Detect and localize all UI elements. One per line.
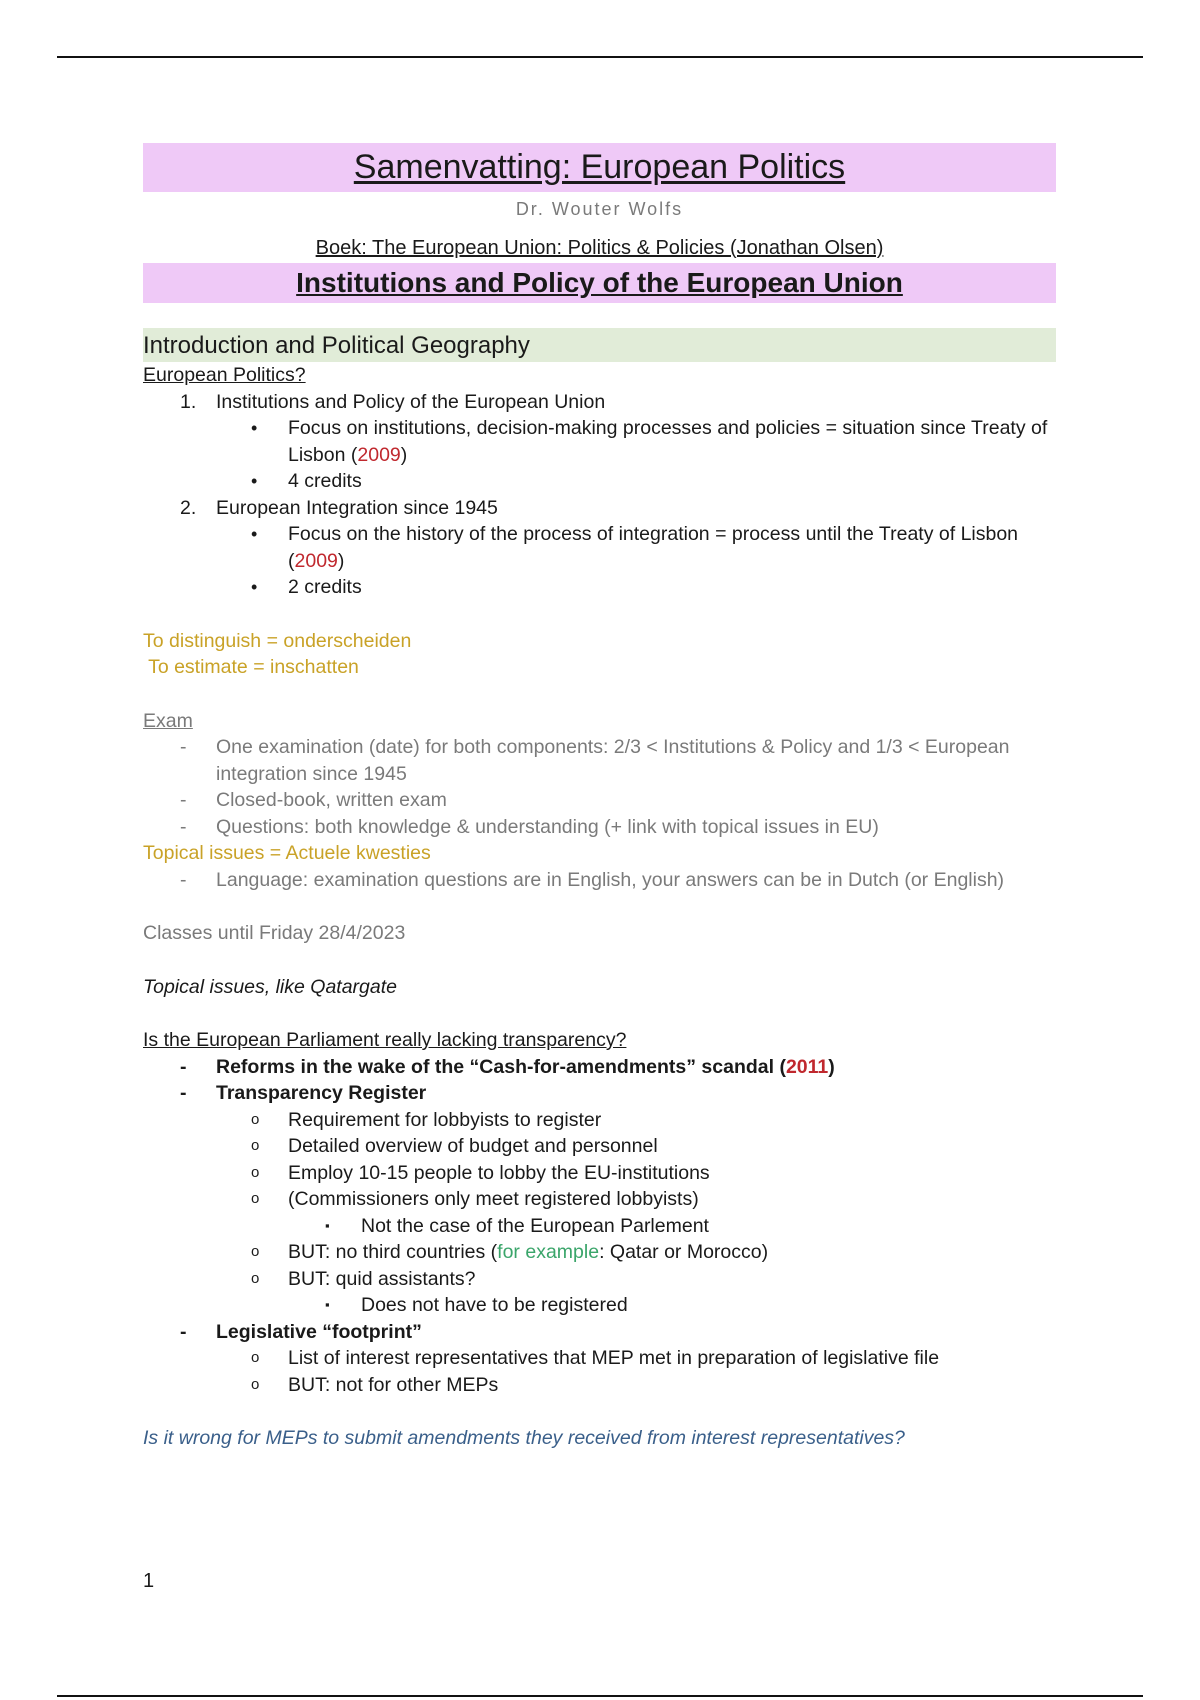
dash-marker: - [180,1055,187,1078]
list-item-text: (Commissioners only meet registered lobbyists) [288,1188,699,1210]
bullet-marker: • [251,418,258,438]
square-marker: ▪ [325,1297,330,1312]
list-item-text: Not the case of the European Parlement [361,1214,709,1237]
list-number: 2. [180,496,197,519]
list-item [143,468,1056,495]
list-item [143,574,1056,601]
section-band [143,328,1056,362]
circle-marker: o [251,1163,260,1181]
list-item-text: 2 credits [288,576,362,598]
list-item [143,1213,1056,1240]
dash-marker: - [180,1082,187,1104]
list-item-text: List of interest representatives that MEP met in preparation of legislative file [288,1347,940,1369]
classes-note: Classes until Friday 28/4/2023 [143,922,406,944]
section-heading: Introduction and Political Geography [143,332,530,359]
list-item [143,1080,1056,1107]
circle-marker: o [251,1137,260,1154]
bullet-marker: • [251,524,258,544]
list-item [143,814,1056,841]
paren-close: ) [828,1055,835,1078]
list-item [143,1107,1056,1134]
example-highlight: for example [497,1241,600,1263]
top-rule [57,56,1143,58]
book-reference: Boek: The European Union: Politics & Policies (Jonathan Olsen) [315,237,884,259]
list-item [143,389,1056,416]
vocab-note: Topical issues = Actuele kwesties [143,842,431,864]
list-item [143,1319,1056,1346]
list-item [143,1133,1056,1160]
list-item [143,734,1056,787]
list-item [143,1186,1056,1213]
list-item [143,1160,1056,1187]
page-title: Samenvatting: European Politics [353,148,846,186]
list-item [143,415,1056,468]
page-number: 1 [143,1570,155,1592]
subtitle-band [143,263,1056,303]
list-item [143,1266,1056,1293]
list-item-text: Closed-book, written exam [216,789,447,811]
circle-marker: o [251,1110,260,1128]
dash-marker: - [180,736,187,758]
exam-heading: Exam [143,709,193,732]
author: Dr. Wouter Wolfs [515,199,684,219]
list-item [143,1054,1056,1081]
list-item-text: Employ 10-15 people to lobby the EU-institutions [288,1161,710,1184]
topical-note: Topical issues, like Qatargate [143,975,397,998]
closing-question: Is it wrong for MEPs to submit amendments they received from interest representatives? [143,1427,905,1449]
circle-marker: o [251,1375,260,1393]
course-subtitle: Institutions and Policy of the European Union [296,267,903,298]
circle-marker: o [251,1269,260,1287]
list-number: 1. [180,390,197,413]
list-item-label: Institutions and Policy of the European Union [216,390,606,413]
dash-marker: - [180,815,187,838]
list-item-text: Reforms in the wake of the “Cash-for-amendments” scandal ( [216,1055,786,1078]
year-highlight: 2009 [357,443,401,466]
list-item-text: Detailed overview of budget and personnel [288,1135,658,1157]
list-item-text: Does not have to be registered [361,1294,628,1316]
circle-marker: o [251,1190,260,1207]
list-item [143,1292,1056,1319]
list-item-text: Focus on institutions, decision-making processes and policies = situation since Treaty of Lisbon ( [288,417,1048,466]
list-item-text: One examination (date) for both components: 2/3 < Institutions & Policy and 1/3 < European integration since 1945 [216,736,1010,785]
list-item-text: 4 credits [288,470,362,492]
paren-close: ) [337,549,345,572]
list-item-text: Legislative “footprint” [216,1320,422,1343]
square-marker: ▪ [325,1217,330,1233]
list-item [143,1345,1056,1372]
list-item [143,787,1056,814]
circle-marker: o [251,1243,260,1260]
list-item-text: Questions: both knowledge & understanding (+ link with topical issues in EU) [216,815,879,838]
document-body [143,143,1056,1452]
dash-marker: - [180,789,187,811]
list-item [143,867,1056,894]
paren-close: ) [400,443,408,466]
year-highlight: 2009 [294,549,338,572]
list-item-text: Transparency Register [216,1082,427,1104]
list-item-text: Requirement for lobbyists to register [288,1108,602,1131]
list-item-text: Language: examination questions are in English, your answers can be in Dutch (or English) [216,868,1005,891]
bullet-marker: • [251,471,258,491]
list-item [143,521,1056,574]
list-item-label: European Integration since 1945 [216,496,498,519]
vocab-note: To distinguish = onderscheiden [143,629,412,652]
dash-marker: - [180,1320,187,1343]
list-item-text: : Qatar or Morocco) [599,1241,769,1263]
circle-marker: o [251,1349,260,1366]
list-item-text: BUT: no third countries ( [288,1241,498,1263]
list-item [143,495,1056,522]
intro-heading: European Politics? [143,364,306,386]
dash-marker: - [180,868,187,891]
bottom-rule [57,1695,1143,1697]
list-item-text: BUT: not for other MEPs [288,1373,499,1396]
title-band [143,143,1056,192]
list-item [143,1239,1056,1266]
bullet-marker: • [251,577,258,597]
vocab-note: To estimate = inschatten [143,656,359,678]
transparency-heading: Is the European Parliament really lacking transparency? [143,1029,627,1051]
list-item-text: Focus on the history of the process of integration = process until the Treaty of Lisbon ( [288,523,1019,572]
year-highlight: 2011 [785,1055,829,1078]
list-item [143,1372,1056,1399]
list-item-text: BUT: quid assistants? [288,1267,476,1290]
